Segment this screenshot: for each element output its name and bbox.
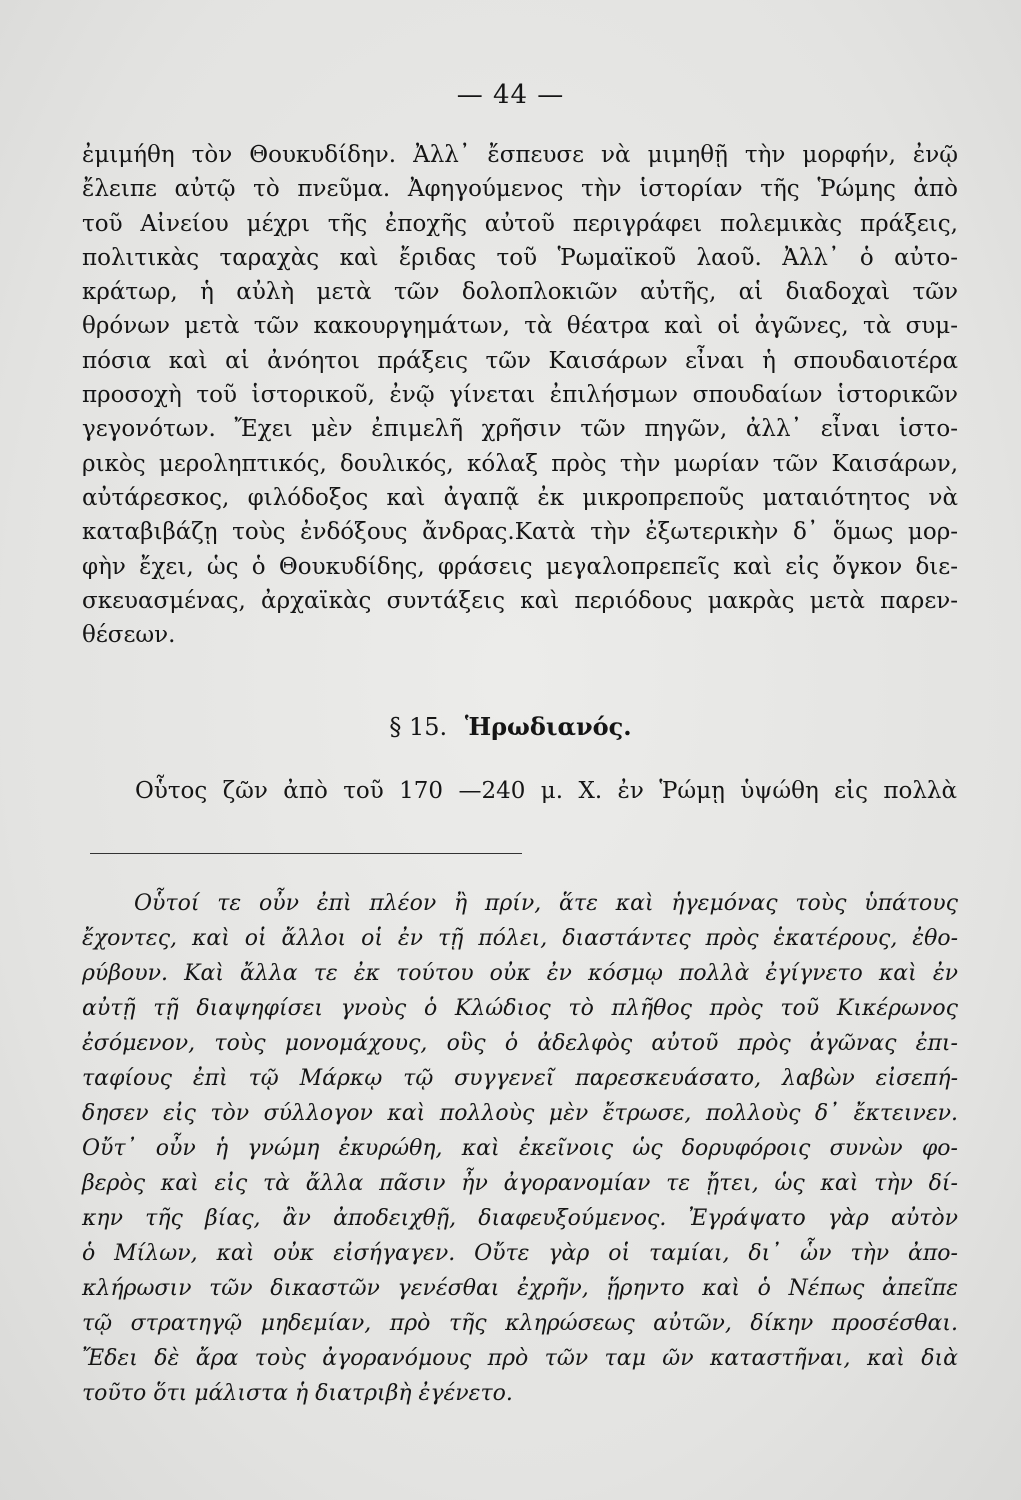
text-line: φὴν ἔχει, ὡς ὁ Θουκυδίδης, φράσεις μεγαλοπρεπεῖς καὶ εἰς ὄγκον διε- (82, 553, 958, 580)
footnote-line: ρύβουν. Καὶ ἄλλα τε ἐκ τούτου οὐκ ἐν κόσμῳ πολλὰ ἐγίγνετο καὶ ἐν (82, 961, 958, 986)
text-line: κράτωρ, ἡ αὐλὴ μετὰ τῶν δολοπλοκιῶν αὐτῆς, αἱ διαδοχαὶ τῶν (82, 279, 958, 306)
footnote-line: Οὗτοί τε οὖν ἐπὶ πλέον ἢ πρίν, ἅτε καὶ ἡγεμόνας τοὺς ὑπάτους (134, 891, 958, 916)
footnote-line: ἐσόμενον, τοὺς μονομάχους, οὓς ὁ ἀδελφὸς αὐτοῦ πρὸς ἀγῶνας ἐπι- (82, 1031, 958, 1056)
main-paragraph (82, 138, 958, 652)
footnote-line: κην τῆς βίας, ἂν ἀποδειχθῇ, διαφευξούμενος. Ἐγράψατο γὰρ αὐτὸν (82, 1206, 958, 1231)
text-line: καταβιβάζῃ τοὺς ἐνδόξους ἄνδρας.Κατὰ τὴν ἐξωτερικὴν δ᾽ ὅμως μορ- (82, 519, 958, 546)
footnote-line: τοῦτο ὅτι μάλιστα ἡ διατριβὴ ἐγένετο. (82, 1381, 513, 1406)
text-line: σκευασμένας, ἀρχαϊκὰς συντάξεις καὶ περιόδους μακρὰς μετὰ παρεν- (82, 587, 958, 614)
text-line: τοῦ Αἰνείου μέχρι τῆς ἐποχῆς αὐτοῦ περιγράφει πολεμικὰς πράξεις, (82, 210, 958, 237)
footnote-line: ταφίους ἐπὶ τῷ Μάρκῳ τῷ συγγενεῖ παρεσκευάσατο, λαβὼν εἰσεπή- (82, 1066, 958, 1091)
footnote-line: Ἔδει δὲ ἄρα τοὺς ἀγορανόμους πρὸ τῶν ταμ ῶν καταστῆναι, καὶ διὰ (82, 1346, 958, 1371)
text-line: ἐμιμήθη τὸν Θουκυδίδην. Ἀλλ᾽ ἔσπευσε νὰ μιμηθῇ τὴν μορφήν, ἐνῷ (82, 142, 958, 168)
section-number: § 15. (389, 713, 448, 741)
text-line: ρικὸς μεροληπτικός, δουλικός, κόλαξ πρὸς τὴν μωρίαν τῶν Καισάρων, (82, 450, 958, 477)
text-line: πόσια καὶ αἱ ἀνόητοι πράξεις τῶν Καισάρων εἶναι ἡ σπουδαιοτέρα (82, 347, 958, 374)
footnote-line: κλήρωσιν τῶν δικαστῶν γενέσθαι ἐχρῆν, ᾕρηντο καὶ ὁ Νέπως ἀπεῖπε (82, 1276, 958, 1301)
page-number: — 44 — (456, 80, 565, 110)
section-heading (0, 712, 1021, 741)
text-line: προσοχὴ τοῦ ἱστορικοῦ, ἐνῷ γίνεται ἐπιλήσμων σπουδαίων ἱστορικῶν (82, 382, 958, 409)
text-line: θρόνων μετὰ τῶν κακουργημάτων, τὰ θέατρα καὶ οἱ ἀγῶνες, τὰ συμ- (82, 313, 958, 340)
section-intro-line: Οὗτος ζῶν ἀπὸ τοῦ 170 —240 μ. Χ. ἐν Ῥώμῃ ὑψώθη εἰς πολλὰ (135, 778, 957, 804)
text-line: αὐτάρεσκος, φιλόδοξος καὶ ἀγαπᾷ ἐκ μικροπρεποῦς ματαιότητος νὰ (82, 484, 958, 511)
footnote-line: ὁ Μίλων, καὶ οὐκ εἰσήγαγεν. Οὔτε γὰρ οἱ ταμίαι, δι᾽ ὧν τὴν ἀπο- (82, 1241, 958, 1266)
footnote-line: Οὔτ᾽ οὖν ἡ γνώμη ἐκυρώθη, καὶ ἐκεῖνοις ὡς δορυφόροις συνὼν φο- (82, 1136, 958, 1161)
text-line: πολιτικὰς ταραχὰς καὶ ἔριδας τοῦ Ῥωμαϊκοῦ λαοῦ. Ἀλλ᾽ ὁ αὐτο- (82, 244, 958, 271)
footnote-line: δησεν εἰς τὸν σύλλογον καὶ πολλοὺς μὲν ἔτρωσε, πολλοὺς δ᾽ ἔκτεινεν. (82, 1101, 958, 1126)
footnote-divider (90, 853, 522, 854)
text-line: γεγονότων. Ἔχει μὲν ἐπιμελῆ χρῆσιν τῶν πηγῶν, ἀλλ᾽ εἶναι ἱστο- (82, 416, 958, 443)
footnote-line: τῷ στρατηγῷ μηδεμίαν, πρὸ τῆς κληρώσεως αὐτῶν, δίκην προσέσθαι. (82, 1311, 958, 1336)
footnote-quotation (82, 886, 958, 1411)
text-line: ἔλειπε αὐτῷ τὸ πνεῦμα. Ἀφηγούμενος τὴν ἱστορίαν τῆς Ῥώμης ἀπὸ (82, 176, 958, 203)
footnote-line: ἔχοντες, καὶ οἱ ἄλλοι οἱ ἐν τῇ πόλει, διαστάντες πρὸς ἑκατέρους, ἐθο- (82, 926, 958, 951)
footnote-line: αὐτῇ τῇ διαψηφίσει γνοὺς ὁ Κλώδιος τὸ πλῆθος πρὸς τοῦ Κικέρωνος (82, 996, 958, 1021)
footnote-line: βερὸς καὶ εἰς τὰ ἄλλα πᾶσιν ἦν ἀγορανομίαν τε ᾔτει, ὡς καὶ τὴν δί- (82, 1171, 958, 1196)
section-title: Ἡρωδιανός. (464, 712, 632, 741)
text-line: θέσεων. (82, 622, 176, 649)
